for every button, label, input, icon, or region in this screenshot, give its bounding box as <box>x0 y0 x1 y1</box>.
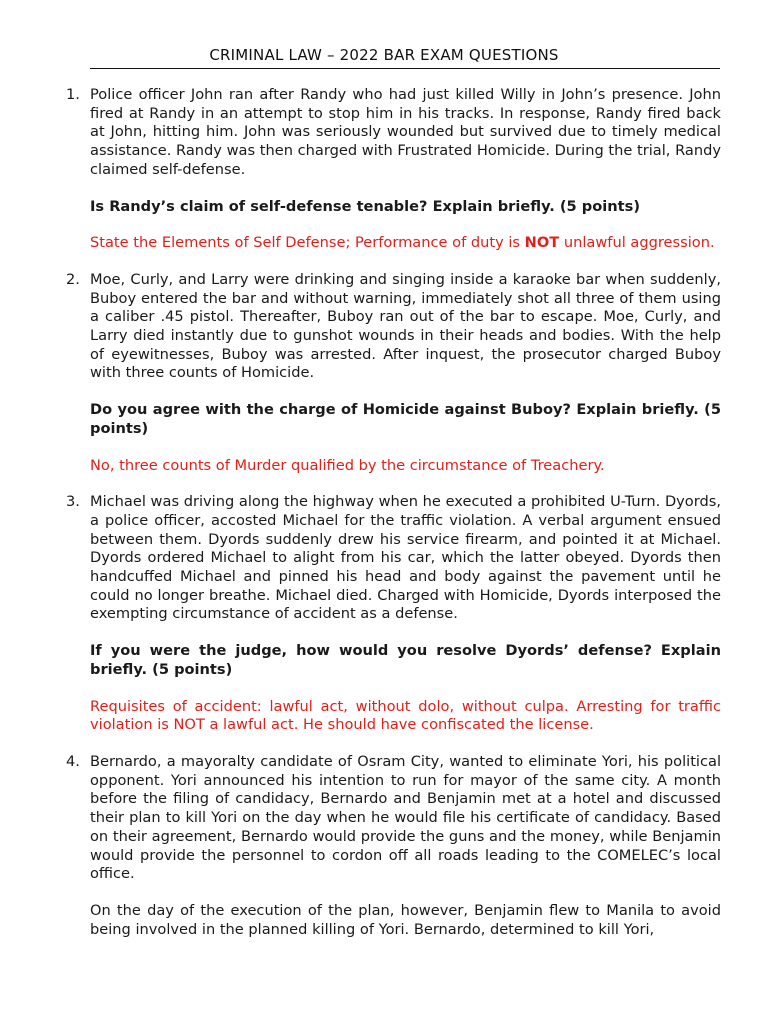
item-answer <box>90 234 721 253</box>
item-question: If you were the judge, how would you resolve Dyords’ defense? Explain briefly. (5 points) <box>90 642 721 678</box>
question-item-3 <box>66 493 721 735</box>
item-facts: Moe, Curly, and Larry were drinking and singing inside a karaoke bar when suddenly, Buboy entered the bar and without warning, immediately shot all three of them using a caliber .45 pistol. Thereafter, Buboy ran out of the bar to escape. Moe, Curly, and Larry died instantly due to gunshot wounds in their heads and bodies. With the help of eyewitnesses, Buboy was arrested. After inquest, the prosecutor charged Buboy with three counts of Homicide. <box>90 270 721 382</box>
item-question: Is Randy’s claim of self-defense tenable? Explain briefly. (5 points) <box>90 197 640 215</box>
question-item-4 <box>66 752 721 939</box>
answer-text-after: unlawful aggression. <box>559 234 715 252</box>
document-title: CRIMINAL LAW – 2022 BAR EXAM QUESTIONS <box>209 46 559 64</box>
answer-emphasis: NOT <box>524 234 560 252</box>
question-item-2 <box>66 270 721 475</box>
item-answer: No, three counts of Murder qualified by the circumstance of Treachery. <box>90 456 605 474</box>
answer-text-before: State the Elements of Self Defense; Performance of duty is <box>90 234 525 252</box>
item-answer: Requisites of accident: lawful act, without dolo, without culpa. Arresting for traffic violation is NOT a lawful act. He should have confiscated the license. <box>90 697 721 734</box>
item-number: 4. <box>66 752 80 770</box>
item-number: 1. <box>66 86 80 103</box>
item-number: 3. <box>66 493 80 511</box>
item-question: Do you agree with the charge of Homicide against Buboy? Explain briefly. (5 points) <box>90 401 721 437</box>
question-item-1 <box>66 86 721 253</box>
document-body <box>66 86 721 957</box>
item-facts: Police officer John ran after Randy who had just killed Willy in John’s presence. John fired at Randy in an attempt to stop him in his tracks. In response, Randy fired back at John, hitting him. John was seriously wounded but survived due to timely medical assistance. Randy was then charged with Frustrated Homicide. During the trial, Randy claimed self-defense. <box>90 86 721 178</box>
item-number: 2. <box>66 270 80 288</box>
item-facts: Michael was driving along the highway when he executed a prohibited U-Turn. Dyords, a police officer, accosted Michael for the traffic violation. A verbal argument ensued between them. Dyords suddenly drew his service firearm, and pointed it at Michael. Dyords ordered Michael to alight from his car, which the latter obeyed. Dyords then handcuffed Michael and pinned his head and body against the pavement until he could no longer breathe. Michael died. Charged with Homicide, Dyords interposed the exempting circumstance of accident as a defense. <box>90 493 721 623</box>
item-facts: Bernardo, a mayoralty candidate of Osram City, wanted to eliminate Yori, his political opponent. Yori announced his intention to run for mayor of the same city. A month before the filing of candidacy, Bernardo and Benjamin met at a hotel and discussed their plan to kill Yori on the day when he would file his certificate of candidacy. Based on their agreement, Bernardo would provide the guns and the money, while Benjamin would provide the personnel to cordon off all roads leading to the COMELEC’s local office. <box>90 752 721 883</box>
item-facts-continued: On the day of the execution of the plan, however, Benjamin flew to Manila to avoid being involved in the planned killing of Yori. Bernardo, determined to kill Yori, <box>90 901 721 938</box>
title-underline <box>90 68 720 69</box>
